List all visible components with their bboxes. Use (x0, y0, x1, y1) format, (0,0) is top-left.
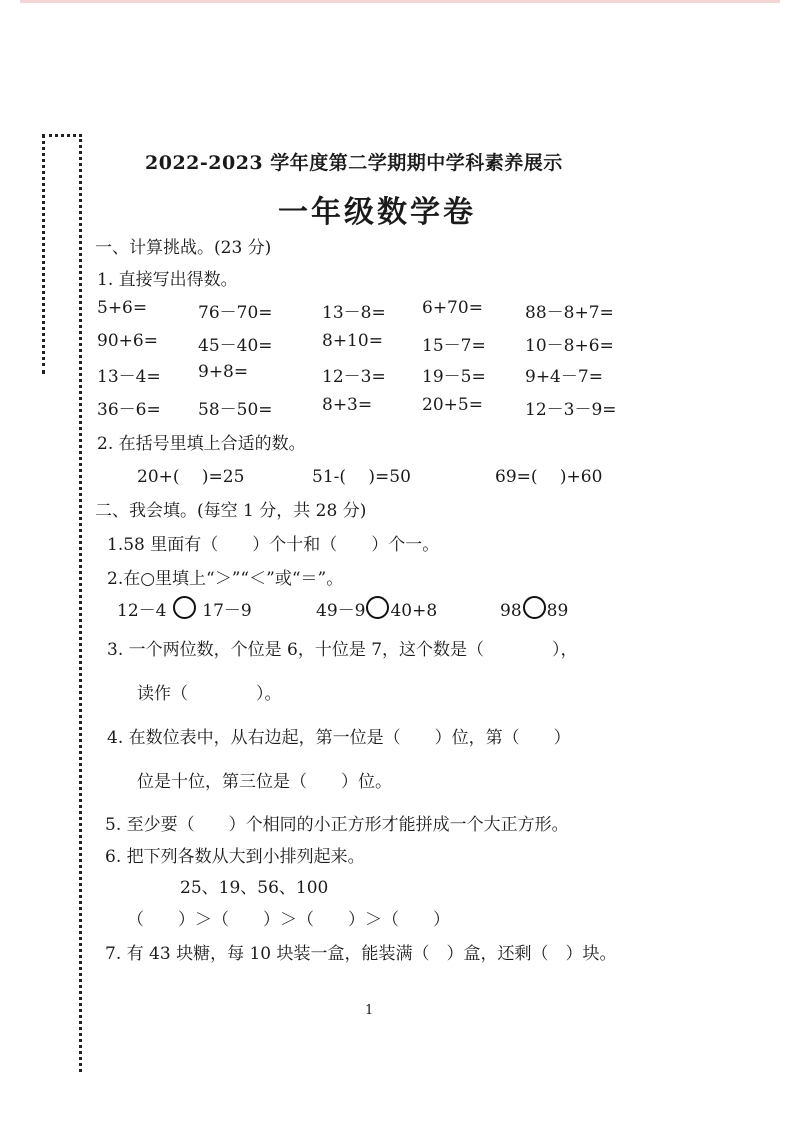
calc-item: 5+6= (97, 298, 148, 318)
fill-blank-item: 20+( )=25 (137, 467, 245, 487)
question-2-5: 5. 至少要（ ）个相同的小正方形才能拼成一个大正方形。 (105, 815, 569, 835)
calc-item: 76－70= (198, 303, 273, 323)
calc-item: 90+6= (97, 331, 158, 351)
top-edge-line (20, 0, 780, 3)
question-2-4-line2: 位是十位，第三位是（ ）位。 (137, 772, 392, 792)
calc-item: 45－40= (198, 336, 273, 356)
calc-item: 6+70= (422, 298, 483, 318)
question-2-4-line1: 4. 在数位表中，从右边起，第一位是（ ）位，第（ ） (107, 728, 571, 748)
fill-blank-item: 69=( )+60 (495, 467, 603, 487)
exam-title: 2022-2023 学年度第二学期期中学科素养展示 (145, 152, 563, 174)
compare-circle[interactable] (366, 596, 389, 619)
question-1-1-label: 1. 直接写出得数。 (97, 270, 238, 290)
question-2-1: 1.58 里面有（ ）个十和（ ）个一。 (107, 535, 440, 555)
binding-margin-left (42, 134, 45, 374)
question-2-3-line1: 3. 一个两位数，个位是 6，十位是 7，这个数是（ ）， (107, 640, 578, 660)
fill-blank-item: 51-( )=50 (312, 467, 411, 487)
calc-item: 8+3= (322, 395, 373, 415)
calc-item: 13－8= (322, 303, 386, 323)
question-2-6-numbers: 25、19、56、100 (180, 878, 329, 898)
binding-margin-top (42, 134, 82, 137)
question-2-6-blanks: （ ）＞（ ）＞（ ）＞（ ） (127, 910, 450, 930)
calc-item: 12－3= (322, 367, 386, 387)
compare-item (500, 596, 568, 621)
calc-item: 12－3－9= (525, 400, 617, 420)
compare-left: 12－4 (117, 601, 167, 621)
compare-right: 40+8 (390, 601, 438, 621)
compare-item (316, 596, 437, 621)
calc-item: 20+5= (422, 395, 483, 415)
calc-item: 36－6= (97, 400, 161, 420)
calc-item: 58－50= (198, 400, 273, 420)
compare-left: 98 (500, 601, 522, 621)
compare-circle[interactable] (173, 596, 196, 619)
page-number: 1 (365, 1003, 374, 1018)
question-1-2-label: 2. 在括号里填上合适的数。 (97, 434, 306, 454)
calc-item: 13－4= (97, 367, 161, 387)
calc-item: 9+8= (198, 362, 249, 382)
binding-margin-right (79, 134, 82, 1072)
question-2-7: 7. 有 43 块糖，每 10 块装一盒，能装满（ ）盒，还剩（ ）块。 (105, 944, 617, 964)
exam-subtitle: 一年级数学卷 (278, 195, 476, 230)
calc-item: 9+4－7= (525, 367, 603, 387)
compare-right: 89 (546, 601, 569, 621)
compare-item (117, 596, 252, 621)
calc-item: 10－8+6= (525, 336, 614, 356)
calc-item: 8+10= (322, 331, 383, 351)
compare-circle[interactable] (523, 596, 546, 619)
question-2-6-label: 6. 把下列各数从大到小排列起来。 (105, 847, 365, 867)
compare-left: 49－9 (316, 601, 366, 621)
calc-item: 19－5= (422, 367, 486, 387)
question-2-3-line2: 读作（ ）。 (137, 684, 282, 704)
calc-item: 15－7= (422, 336, 486, 356)
compare-right: 17－9 (202, 601, 252, 621)
section-2-heading: 二、我会填。(每空 1 分，共 28 分) (95, 501, 367, 521)
section-1-heading: 一、计算挑战。(23 分) (95, 238, 272, 258)
question-2-2-label: 2.在○里填上“＞”“＜”或“＝”。 (107, 569, 344, 589)
calc-item: 88－8+7= (525, 303, 614, 323)
